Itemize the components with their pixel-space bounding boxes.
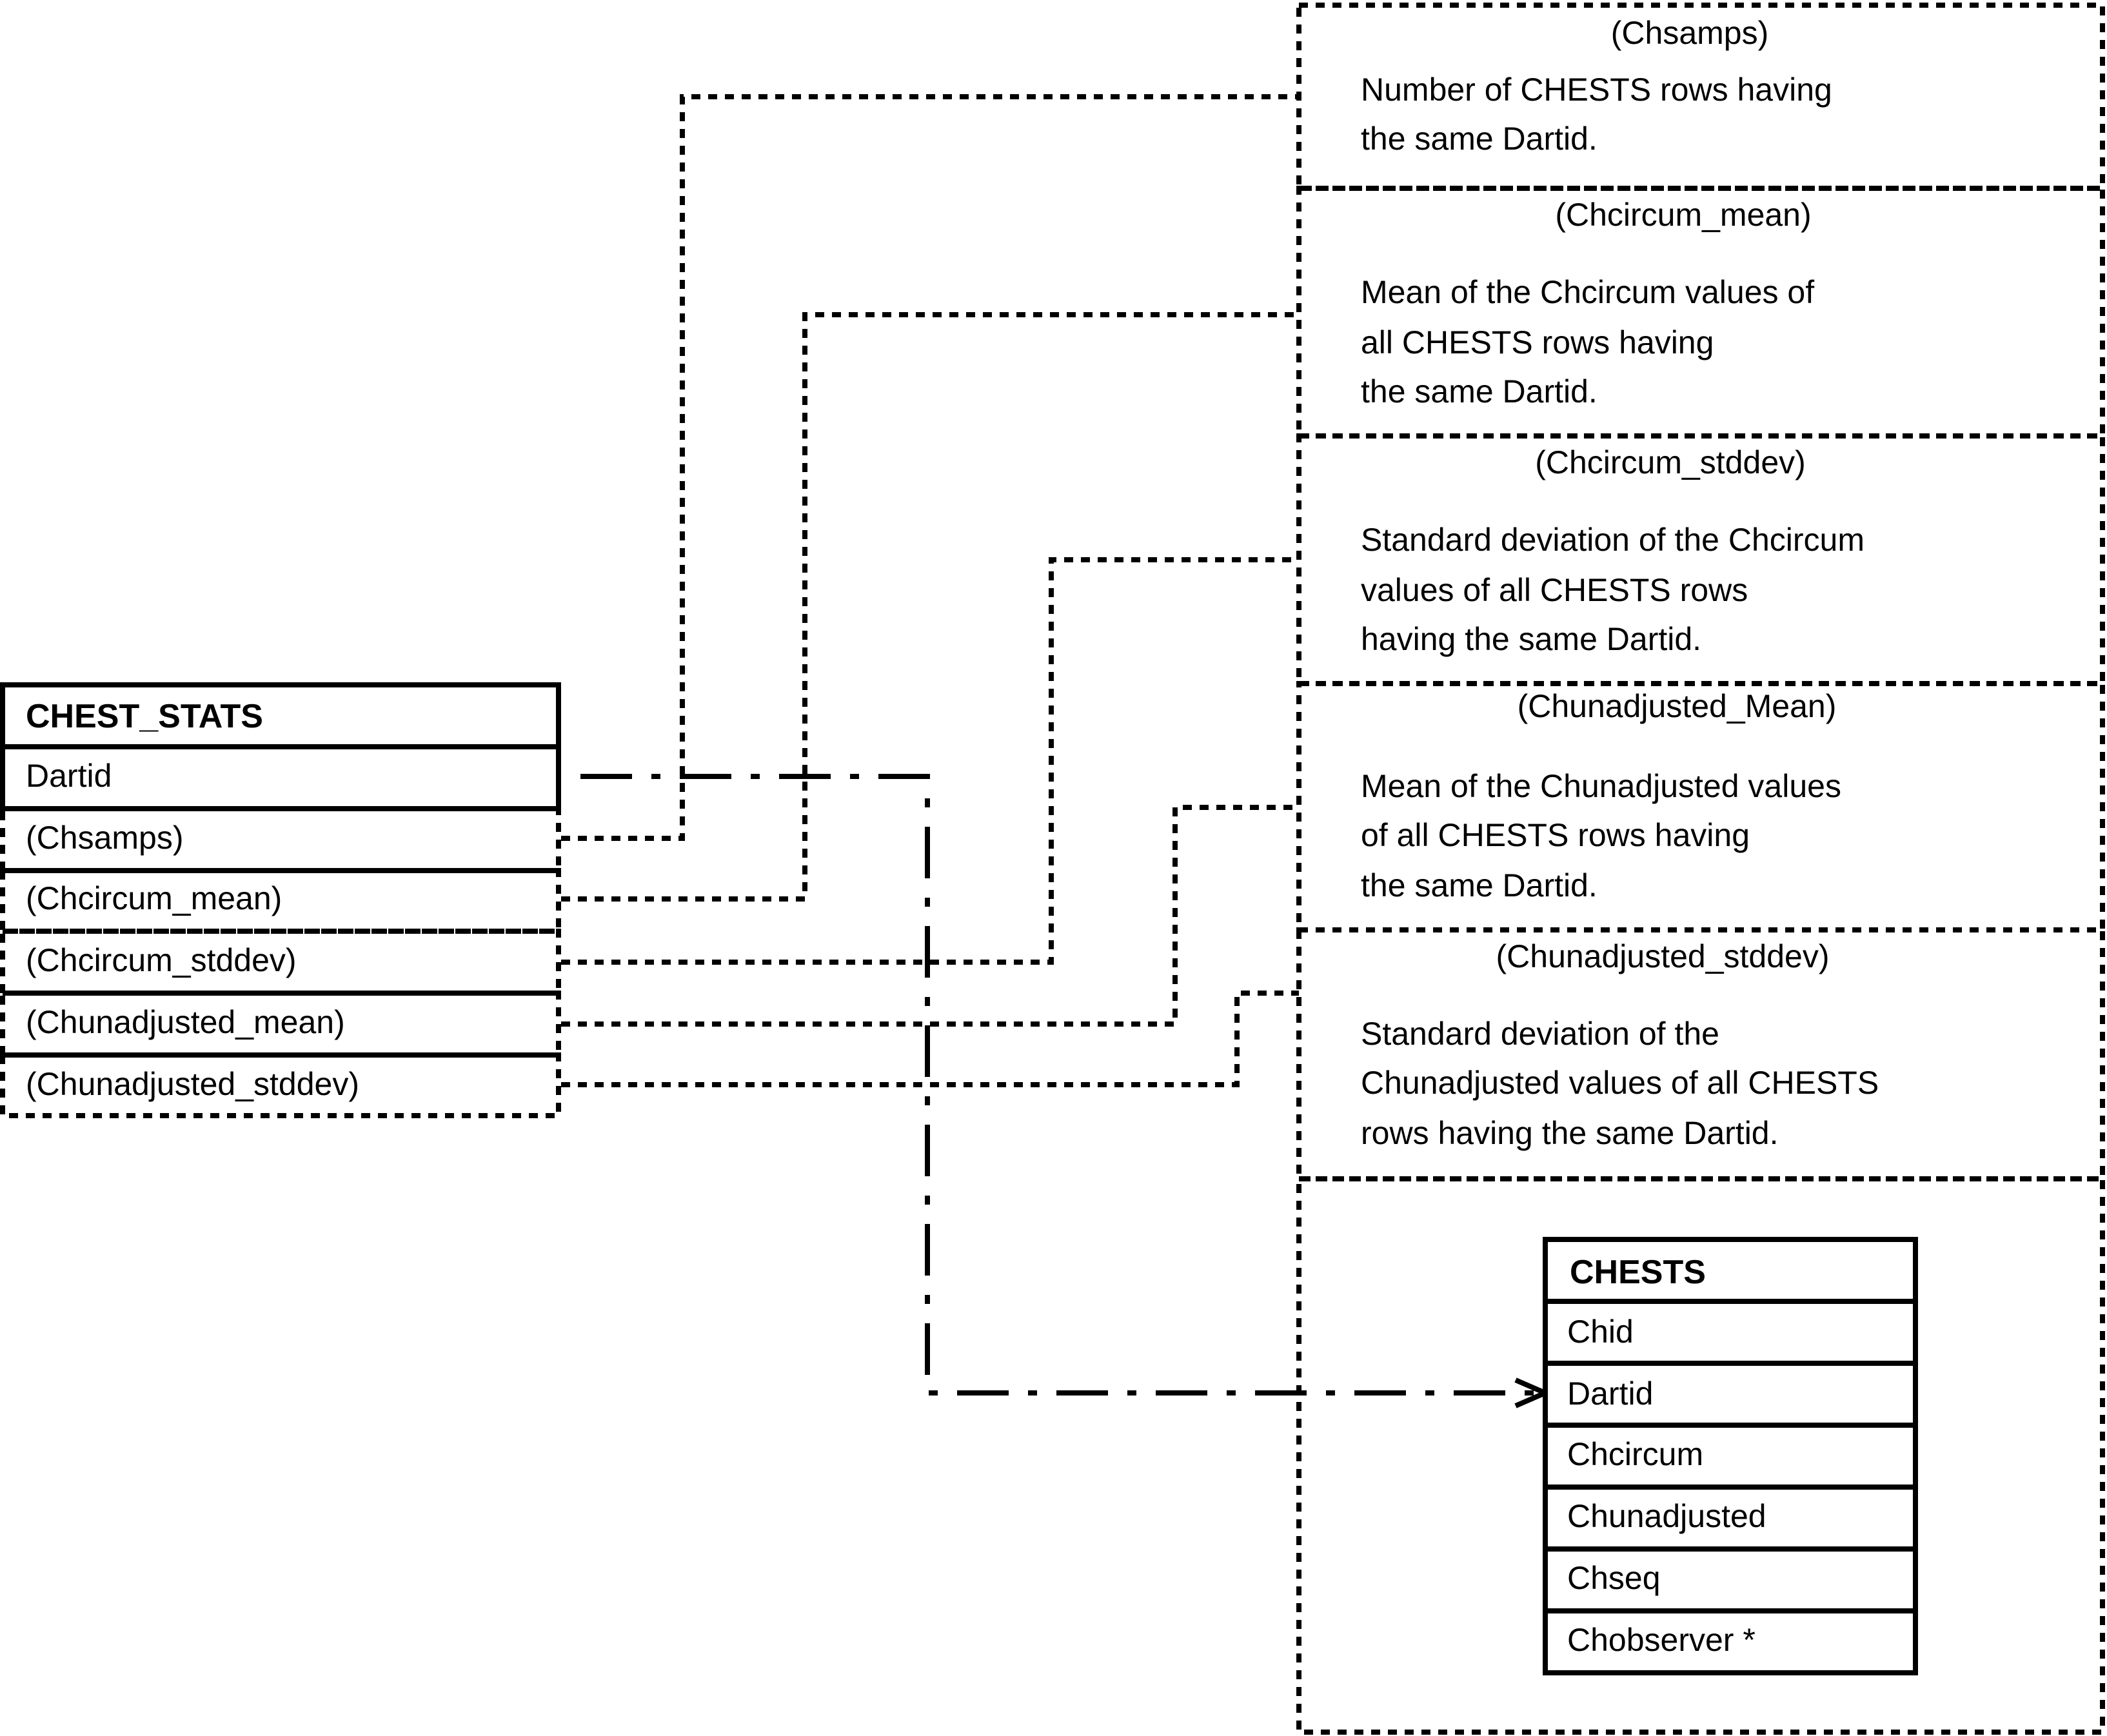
chests-entity <box>1545 1239 1915 1673</box>
chest-stats-entity <box>3 685 559 1116</box>
annotation-line: the same Dartid. <box>1361 373 1598 409</box>
annotation-texts <box>1361 15 1879 1151</box>
chests-field: Chid <box>1567 1314 1634 1350</box>
annotation-line: of all CHESTS rows having <box>1361 817 1750 853</box>
chest-stats-field: (Chunadjusted_mean) <box>26 1004 345 1040</box>
annotation-line: rows having the same Dartid. <box>1361 1115 1779 1151</box>
annotation-title: (Chcircum_stddev) <box>1535 444 1806 480</box>
chest-stats-field: (Chcircum_stddev) <box>26 942 297 978</box>
chests-field: Chunadjusted <box>1567 1498 1766 1534</box>
annotation-line: Mean of the Chcircum values of <box>1361 274 1815 310</box>
chests-field: Dartid <box>1567 1376 1654 1412</box>
annotation-line: Chunadjusted values of all CHESTS <box>1361 1065 1879 1101</box>
chests-field: Chseq <box>1567 1560 1661 1596</box>
annotation-line: Standard deviation of the Chcircum <box>1361 522 1865 558</box>
annotation-line: Number of CHESTS rows having <box>1361 72 1832 108</box>
chest-stats-title: CHEST_STATS <box>26 698 263 735</box>
chest-stats-field: (Chsamps) <box>26 820 184 856</box>
connector-chsamps <box>561 97 1299 838</box>
annotation-title: (Chsamps) <box>1610 15 1769 51</box>
annotation-line: having the same Dartid. <box>1361 621 1702 657</box>
connector-chcircum-mean <box>561 315 1299 899</box>
annotation-line: the same Dartid. <box>1361 121 1598 157</box>
annotation-line: Mean of the Chunadjusted values <box>1361 768 1841 804</box>
chests-field: Chobserver * <box>1567 1622 1756 1658</box>
annotation-line: values of all CHESTS rows <box>1361 572 1748 608</box>
chest-stats-field: (Chcircum_mean) <box>26 880 282 916</box>
chests-title: CHESTS <box>1570 1254 1706 1291</box>
annotation-line: all CHESTS rows having <box>1361 324 1714 360</box>
annotation-title: (Chunadjusted_stddev) <box>1496 938 1830 974</box>
annotation-title: (Chcircum_mean) <box>1555 197 1812 233</box>
annotation-title: (Chunadjusted_Mean) <box>1517 688 1837 724</box>
annotation-line: Standard deviation of the <box>1361 1016 1719 1052</box>
chest-stats-field: (Chunadjusted_stddev) <box>26 1066 359 1102</box>
chests-field: Chcircum <box>1567 1436 1704 1472</box>
annotation-line: the same Dartid. <box>1361 867 1598 903</box>
chest-stats-field: Dartid <box>26 758 112 794</box>
